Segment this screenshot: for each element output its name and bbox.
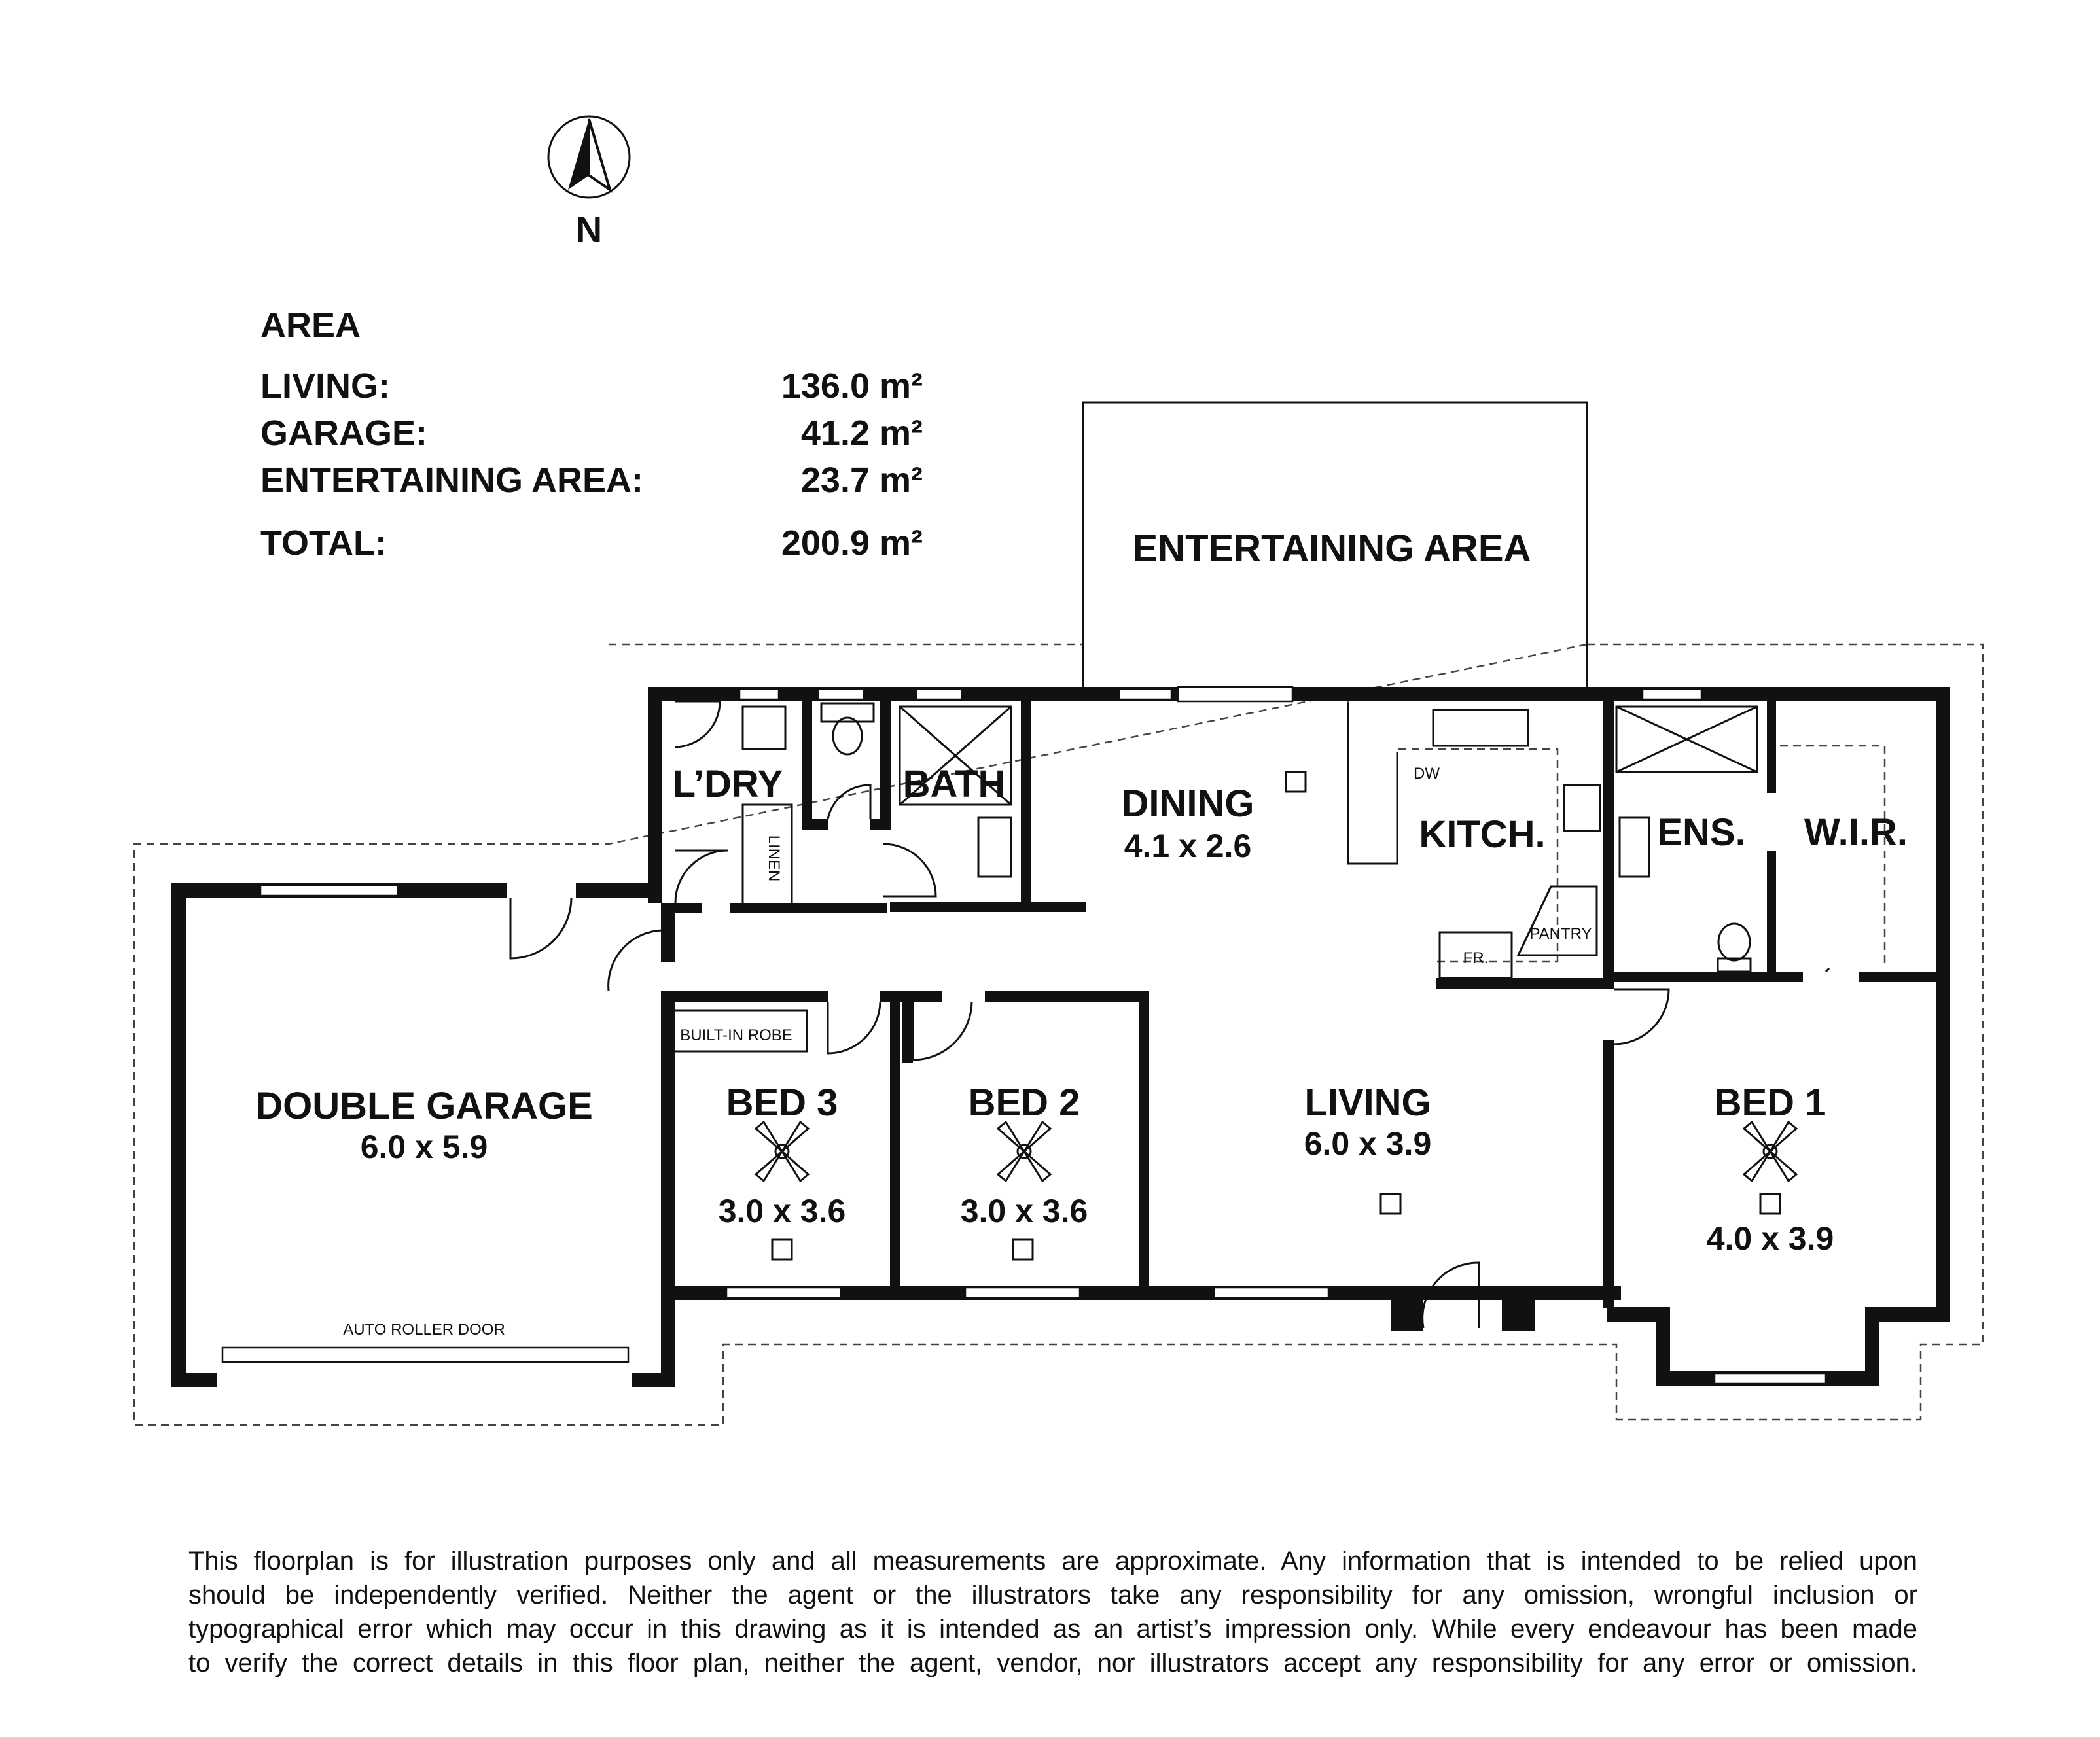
room-size: 4.0 x 3.9: [1706, 1220, 1834, 1257]
room-label: W.I.R.: [1804, 811, 1908, 854]
disclaimer-line: to verify the correct details in this floor plan, neither the agent, vendor, nor illustrators accept any responsibility for any error or omission.: [188, 1649, 1917, 1677]
room-label: LIVING: [1304, 1081, 1431, 1124]
room-label: ENTERTAINING AREA: [1132, 527, 1531, 570]
compass-label: N: [575, 209, 603, 250]
ceiling-fan-icon: [998, 1122, 1050, 1181]
ensuite: [1616, 707, 1757, 972]
room-label: DINING: [1121, 782, 1255, 825]
disclaimer-line: should be independently verified. Neither the agent or the illustrators take any responsibility for any omission, wrongful inclusion or: [188, 1581, 1917, 1609]
ceiling-fan-icon: [756, 1122, 808, 1181]
walk-in-robe: [1780, 746, 1908, 968]
area-total-value: 200.9 m²: [781, 523, 923, 563]
room-size: 6.0 x 3.9: [1304, 1125, 1432, 1162]
area-heading: AREA: [260, 306, 361, 345]
double-garage: [255, 1085, 593, 1339]
area-row-label: ENTERTAINING AREA:: [260, 461, 643, 500]
boundary-outline: [134, 644, 1983, 1425]
room-label: BED 3: [726, 1081, 838, 1124]
area-total-label: TOTAL:: [260, 523, 387, 563]
living-room: [1304, 1081, 1432, 1214]
disclaimer: [188, 1544, 1917, 1680]
bedroom-1: [1707, 1081, 1834, 1257]
entertaining-area: [1083, 402, 1587, 693]
bedroom-3: [680, 1026, 845, 1259]
exterior-walls: [171, 687, 1950, 1387]
room-size: 3.0 x 3.6: [718, 1193, 846, 1229]
room-label: LINEN: [765, 835, 783, 882]
laundry-fixtures: [673, 703, 874, 881]
room-size: 6.0 x 5.9: [360, 1129, 488, 1165]
room-label: BED 1: [1714, 1081, 1826, 1124]
disclaimer-line: This floorplan is for illustration purposes only and all measurements are approximate. Any information that is intended to be relied upon: [188, 1547, 1917, 1575]
disclaimer-line: typographical error which may occur in this drawing as it is intended as an artist’s impression only. While every endeavour has been made: [188, 1615, 1917, 1643]
room-label: KITCH.: [1419, 813, 1546, 856]
room-label: BED 2: [968, 1081, 1080, 1124]
room-label: AUTO ROLLER DOOR: [343, 1321, 505, 1339]
area-row-value: 23.7 m²: [800, 461, 923, 500]
room-label: DW: [1414, 765, 1440, 782]
room-label: L’DRY: [672, 763, 783, 805]
area-row-label: LIVING:: [260, 366, 390, 406]
room-size: 3.0 x 3.6: [960, 1193, 1088, 1229]
room-label: DOUBLE GARAGE: [255, 1085, 593, 1127]
dining-room: [1122, 772, 1306, 864]
room-size: 4.1 x 2.6: [1124, 828, 1252, 864]
area-row-value: 41.2 m²: [800, 413, 923, 453]
bathroom: [900, 707, 1011, 877]
ceiling-fan-icon: [1744, 1122, 1796, 1181]
room-label: FR.: [1463, 949, 1489, 967]
room-label: BATH: [902, 763, 1006, 805]
room-label: PANTRY: [1529, 925, 1592, 943]
area-row-value: 136.0 m²: [781, 366, 923, 406]
area-row-label: GARAGE:: [260, 413, 427, 453]
room-label: ENS.: [1657, 811, 1746, 854]
north-compass-icon: [548, 116, 630, 250]
room-label: BUILT-IN ROBE: [680, 1026, 792, 1044]
area-table: [260, 306, 923, 563]
bedroom-2: [961, 1081, 1088, 1259]
kitchen: [1348, 701, 1600, 978]
